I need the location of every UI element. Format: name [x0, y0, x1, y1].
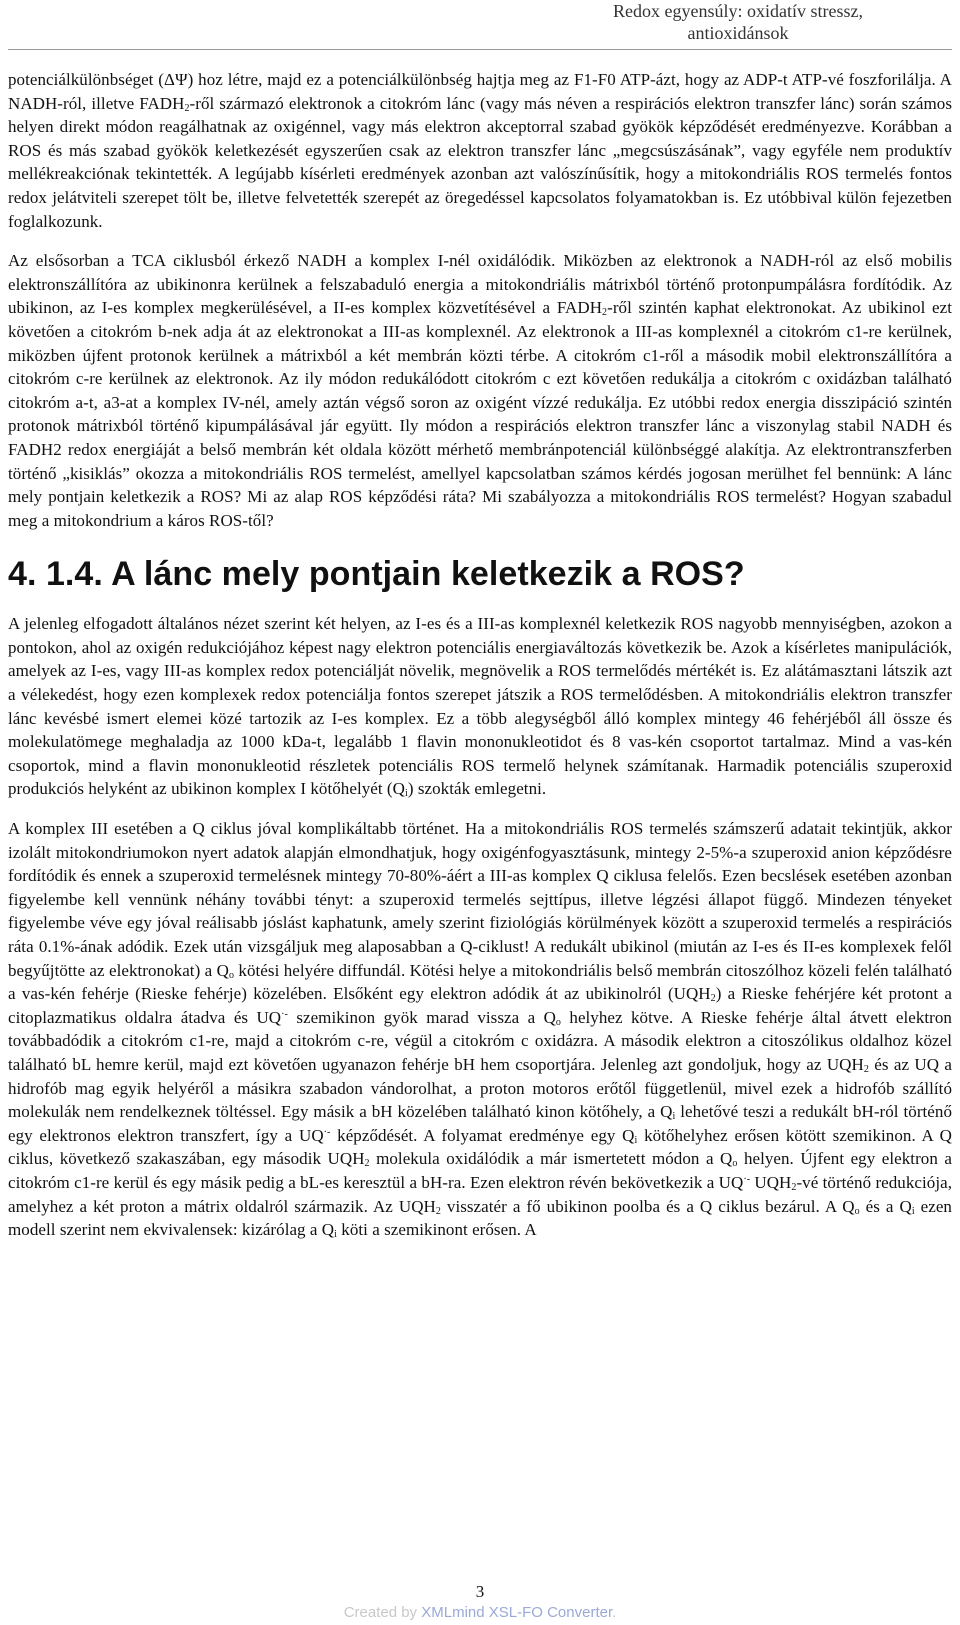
running-header: [538, 0, 938, 44]
section-heading: 4. 1.4. A lánc mely pontjain keletkezik a ROS?: [8, 555, 745, 594]
paragraph-q-cycle: A komplex III esetében a Q ciklus jóval komplikáltabb történet. Ha a mitokondriális ROS termelés számszerű adatait tekintjük, akkor izolált mitokondriumokon nyert adatok alapján elmondhatjuk, hogy oxigénfogyasztásunk, mintegy 2-5%-a szuperoxid anion képződésre fordítódik és ennek a szuperoxid termelésnek mintegy 70-80%-áért a III-as komplex Q ciklusa felelős. Ezen becslések esetében azonban figyelembe kell vennünk néhány további tényt: a szuperoxid termelés sejttípus, illetve légzési állapot függő. Mindezen tényeket figyelembe véve egy jóval reálisabb jóslást kaphatunk, amely szerint fiziológiás körülmények között a szuperoxid termelés a respirációs ráta 0.1%-ának adódik. Ezek után vizsgáljuk meg alaposabban a Q-ciklust! A redukált ubikinol (miután az I-es és II-es komplexek felől begyűjtötte az elektronokat) a $Q_o$ kötési helyére diffundál. Kötési helye a mitokondriális belső membrán citoszólhoz közeli felén található a vas-kén fehérje (Rieske fehérje) közelében. Elsőként egy elektron adódik át az ubikinolról $(UQH_2)$ a Rieske fehérjére két protont a citoplazmatikus oldalra átadva és UQ·- szemikinon gyök marad vissza a $Q_o$ helyhez kötve. A Rieske fehérje által átvett elektron továbbadódik a citokróm c1-re, majd a citokróm c-re, végül a citokróm c oxidázra. A második elektron a citoszólikus oldalhoz közel található bL hemre kerül, majd ezt követően ugyanazon fehérje bH hem csoportjára. Jelenleg azt gondoljuk, hogy az $UQH_2$ és az UQ a hidrofób mag egyik helyéről a másikra szabadon vándorolhat, a proton motoros erőtől függetlenül, mivel ezek a hidrofób szállító molekulák nem rendelkeznek töltéssel. Egy másik a bH közelében található kinon kötőhely, a $Q_i$ lehetővé teszi a redukált bH-ról történő egy elektronos elektron transzfert, így a UQ·- képződését. A folyamat eredménye egy $Q_i$ kötőhelyhez erősen kötött szemikinon. A Q ciklus, következő szakaszában, egy második $UQH_2$ molekula oxidálódik a már ismertetett módon a $Q_o$ helyen. Újfent egy elektron a citokróm c1-re kerül és egy másik pedig a bL-es keresztül a bH-ra. Ezen elektron révén bekövetkezik a UQ·- $UQH_2-vé$ történő redukciója, amelyhez a két proton a mátrix oldalról származik. Az $UQH_2$ visszatér a fő ubikinon poolba és a Q ciklus bezárul. A $Q_o$ és a $Q_i$ ezen modell szerint nem ekvivalensek: kizárólag a $Q_i$ köti a szemikinont erősen. A: [8, 819, 953, 1241]
header-divider: [8, 49, 952, 50]
body-text: [8, 68, 952, 1258]
paragraph-complex-chain: Az elsősorban a TCA ciklusból érkező NADH a komplex I-nél oxidálódik. Miközben az elektronok a NADH-ról az első mobilis elektronszállítóra az ubikinonra kerülnek a felszabaduló energia a mitokondriális mátrixból történő protonpumpálásra fordítódik. Az ubikinon, az I-es komplex megkerülésével, a II-es komplex közvetítésével a $FADH_2$-ről szintén kaphat elektronokat. Az ubikinol ezt követően a citokróm b-nek adja át az elektronokat a III-as komplexnél. Az elektronok a III-as komplexnél a citokróm c1-re kerülnek, miközben újfent protonok kerülnek a mátrixból a két membrán közti térbe. A citokróm c1-ről a második mobil elektronszállítóra a citokróm c-re kerülnek az elektronok. Az ily módon redukálódott citokróm c ezt követően redukálja a citokróm c oxidázban található citokróm a-t, a3-at a komplex IV-nél, amely aztán végső soron az oxigént vízzé redukálja. Ez utóbbi redox energia disszipáció szintén protonok mátrixból történő kipumpálásával jár együtt. Ily módon a respirációs elektron transzfer lánc a viszonylag stabil NADH és FADH2 redox energiáját a belső membrán két oldala között mérhető membránpotenciál különbséggé alakítja. Az elektrontranszferben történő „kisiklás” okozza a mitokondriális ROS termelést, amellyel kapcsolatban számos kérdés jogosan merülhet fel bennünk: A lánc mely pontjain keletkezik a ROS? Mi az alap ROS képződési ráta? Mi szabályozza a mitokondriális ROS termelést? Hogyan szabadul meg a mitokondrium a káros ROS-től?: [8, 251, 953, 530]
running-header-line-2: antioxidánsok: [687, 23, 789, 43]
paragraph-ros-sites: A jelenleg elfogadott általános nézet szerint két helyen, az I-es és a III-as komplexnél keletkezik ROS nagyobb mennyiségben, azokon a pontokon, ahol az oxigén redukciójához képest nagy elektron potenciális energiaváltozás következik be. Azok a kísérletes manipulációk, amelyek az I-es, vagy III-as komplex redox potenciálját növelik, megnövelik a ROS termelődés mértékét is. Ez alátámasztani látszik azt a vélekedést, hogy ezen komplexek redox potenciálja fontos szerepet játszik a ROS termelődésben. A mitokondriális elektron transzfer lánc kevésbé ismert elemei közé tartozik az I-es komplex. Ez a több alegységből álló komplex mintegy 46 fehérjéből áll össze és molekulatömege meghaladja az 1000 kDa-t, legalább 1 flavin mononukleotidot és 8 vas-kén csoportot tartalmaz. Mind a vas-kén csoportok, mind a flavin mononukleotid részletek potenciális ROS termelő helynek számítanak. Harmadik potenciális szuperoxid produkciós helyként az ubikinon komplex I kötőhelyét $(Q_i)$ szokták emlegetni.: [8, 614, 952, 800]
converter-footer: Created by XMLmind XSL-FO Converter.: [343, 1604, 617, 1621]
running-header-line-1: Redox egyensúly: oxidatív stressz,: [613, 1, 863, 21]
paragraph-electron-transport-intro: potenciálkülönbséget (ΔΨ) hoz létre, majd ez a potenciálkülönbség hajtja meg az F1-F0 ATP-ázt, hogy az ADP-t ATP-vé foszforilálja. A NADH-ról, illetve $FADH_2$-ről származó elektronok a citokróm lánc (vagy más néven a respirációs elektron transzfer lánc) során számos helyen direkt módon reagálhatnak az oxigénnel, vagy más elektron akceptorral szabad gyökök képződését eredményezve. Korábban a ROS és más szabad gyökök keletkezését egyszerűen csak az elektron transzfer lánc „megcsúszásának”, vagy egyféle nem produktív mellékreakciónak tekintették. A legújabb kísérleti eredmények azonban azt valószínűsítik, hogy a mitokondriális ROS termelés fontos redox jelátviteli szerepet tölt be, illetve felvetették szerepét az öregedéssel kapcsolatos folyamatokban is. Ez utóbbival külön fejezetben foglalkozunk.: [8, 70, 952, 231]
page-number: 3: [475, 1582, 485, 1601]
converter-brand-link[interactable]: XMLmind XSL-FO Converter: [421, 1604, 613, 1621]
